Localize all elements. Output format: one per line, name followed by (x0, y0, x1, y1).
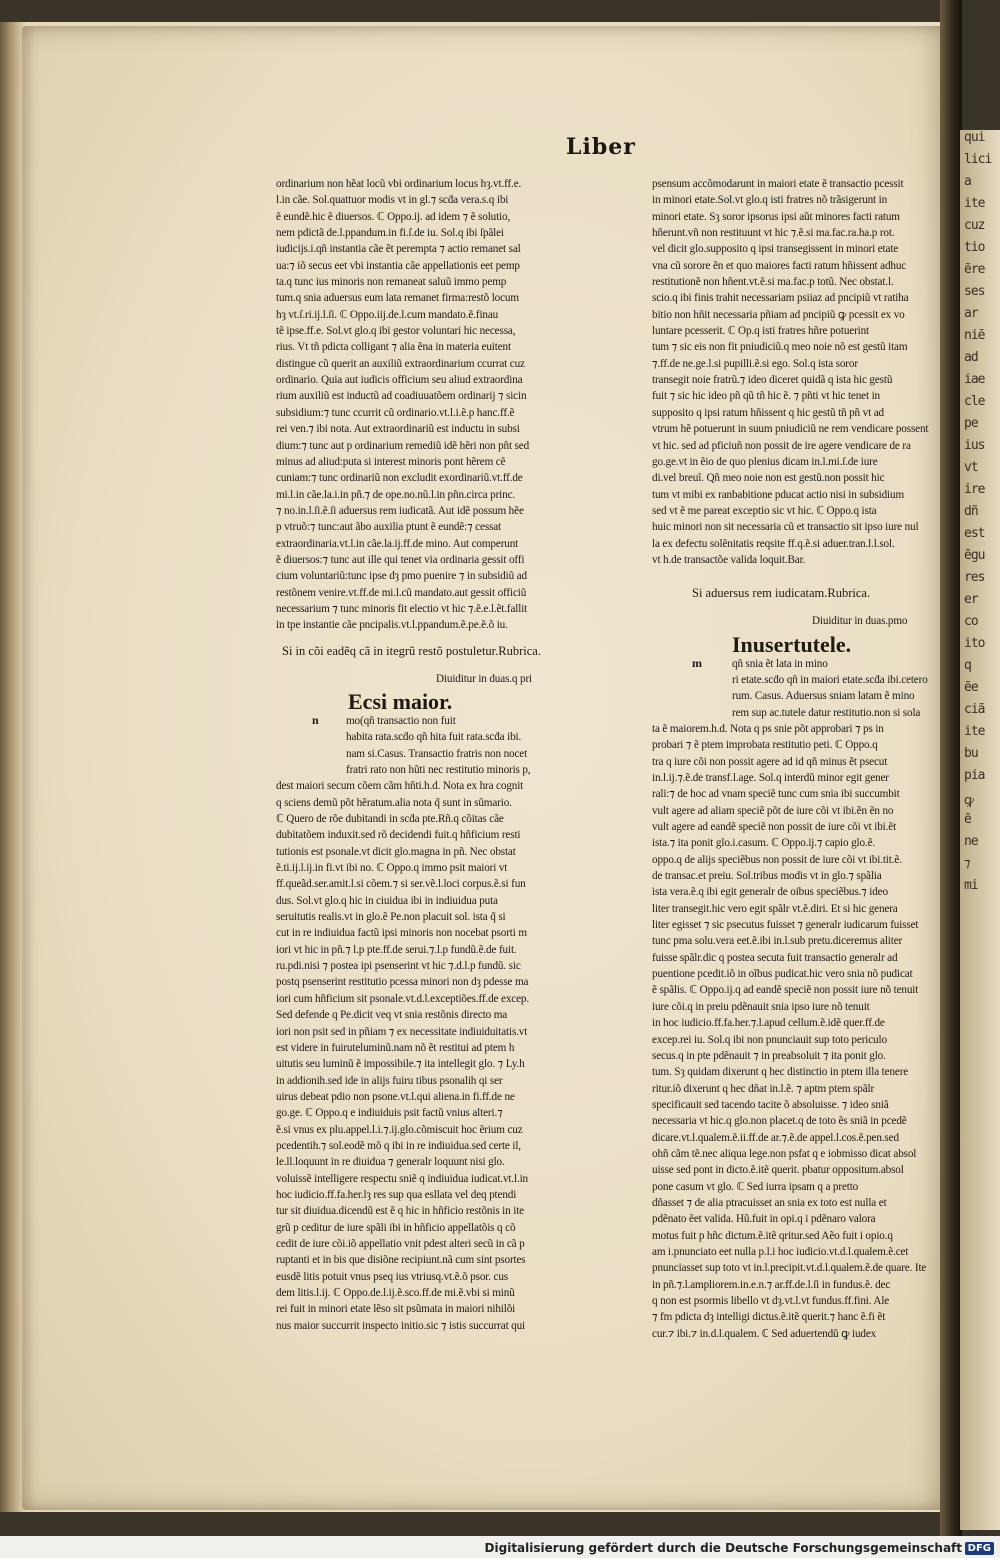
text-line: cut in re indiuidua factũ ipsi minoris non nocebat psorti m (276, 927, 527, 940)
text-line: rei fuit in minori etate lẽso sit psũmata in maiori nihilõi (276, 1303, 516, 1316)
text-line: tum ⁊ sic eis non fit pniudiciũ.q meo noie nõ est gestũ itam (652, 341, 908, 354)
text-line: ff.queãd.ser.amit.l.si cõem.⁊ si ser.vẽ.l.loci corpus.ẽ.si fun (276, 878, 526, 891)
left-division-note: Diuiditur in duas.q pri (436, 672, 532, 685)
text-line: iori cum hñficium sit psonale.vt.d.l.exceptiões.ff.de excep. (276, 992, 530, 1005)
text-line: am i.pnunciato eet nulla p.l.i hoc iudicio.vt.d.l.qualem.ẽ.cet (652, 1245, 909, 1258)
facing-page-fragment: a (964, 174, 971, 189)
text-line: de transac.et preiu. Sol.tribus modis vt in glo.⁊ spãlia (652, 870, 882, 883)
facing-page-fragment: pe (964, 416, 978, 431)
facing-page-fragment: er (964, 592, 978, 607)
facing-page-edge (960, 130, 1000, 1530)
facing-page-fragment: ẽgu (964, 548, 985, 563)
text-line: ta ẽ maiorem.h.d. Nota q ps snie põt approbari ⁊ ps in (652, 722, 884, 735)
text-line: minori etate. Sȝ soror ipsorus ipsi aũt minores facti ratum (652, 210, 900, 223)
text-line: di.vel breuĩ. Qñ meo noie non est gestũ.non possit hic (652, 472, 885, 485)
text-line: Sed defende q Pe.dicit veq vt snia restõnis directo ma (276, 1009, 508, 1022)
left-top-text (276, 176, 598, 634)
text-line: rium auxiliũ est inductũ ad coadiuuatõem ordinarij ⁊ sicin (276, 390, 527, 403)
text-line: fuisse spãlr.dic q postea secuta fuit transactio generalr ad (652, 951, 898, 964)
text-line: dicare.vt.l.qualem.ẽ.ii.ff.de ar.⁊.ẽ.de appel.l.cos.ẽ.pen.sed (652, 1131, 899, 1144)
left-column (276, 176, 598, 1334)
facing-page-fragment: niẽ (964, 328, 985, 343)
right-rubric: Si aduersus rem iudicatam.Rubrica. (692, 586, 871, 601)
text-line: q non est psormis libello vt dȝ.vt.l.vt fundus.ff.fini. Ale (652, 1295, 890, 1307)
text-line: iori vt hic in pñ.⁊ l.p pte.ff.de serui.⁊.l.p fundũ.ẽ.de fuit. (276, 943, 517, 956)
text-line: tra q iure cõi non possit agere ad id qñ minus ẽt psecut (652, 755, 888, 768)
text-line: uitutis seu luminũ ẽ impossibile.⁊ ita intellegit glo. ⁊ Ly.h (276, 1058, 525, 1071)
text-line: transegit noie fratrũ.⁊ ideo diceret quidã q ista hic gestũ (652, 374, 893, 387)
text-line: voluissẽ intelligere respectu sniẽ q indiuidua iudicat.vt.l.in (276, 1172, 528, 1185)
facing-page-fragment: pia (964, 768, 985, 783)
text-line: ordinarium non hẽat locũ vbi ordinarium locus hȝ.vt.ff.e. (276, 178, 522, 190)
text-line: eusdẽ litis potuit vnus pseq ius vtriusq.vt.ẽ.õ psor. cus (276, 1270, 508, 1283)
text-line: tunc pma solu.vera eet.ẽ.ibi in.l.sub pretu.diceremus aliter (652, 935, 903, 948)
text-line: iure cõi.q in preiu pdẽnauit snia ipso iure nõ tenuit (652, 1000, 870, 1013)
facing-page-fragment: ẽe (964, 680, 978, 695)
facing-page-fragment: ito (964, 636, 985, 651)
text-line: go.ge.vt in ẽio de quo plenius dicam in.l.mi.ſ.de iure (652, 455, 878, 468)
text-line: luntare pcesserit. ℂ Op.q isti fratres hñre potuerint (652, 325, 870, 338)
facing-page-fragment: mi (964, 878, 978, 893)
text-line: tum.q snia aduersus eum lata remanet firma:restõ locum (276, 292, 519, 305)
text-line: puentione pcedit.iõ in oĩbus pudicat.hic vero snia nõ pudicat (652, 968, 913, 981)
text-line: ⁊ no.in.l.ſi.ẽ.ſi aduersus rem iudicatã. Aut idẽ possum hẽe (276, 504, 524, 517)
facing-page-fragment: iae (964, 372, 985, 387)
text-line: in.l.ij.⁊.ẽ.de transf.l.age. Sol.q interdũ minor egit gener (652, 772, 889, 784)
text-line: vtrum hẽ potuerunt in suum pniudiciũ ne rem vendicare possent (652, 423, 929, 436)
text-line: cuniam:⁊ tunc ordinariũ non excludit exordinariũ.vt.ff.de (276, 472, 523, 485)
text-line: ẽ.ti.ij.l.ij.in fi.vt ibi no. ℂ Oppo.q immo psit maiori vt (276, 862, 508, 875)
facing-page-fragment: ire (964, 482, 985, 497)
text-line: restõnem venire.vt.ff.de mi.l.cũ mandato.aut gessit officiũ (276, 586, 527, 599)
text-line: pcedentih.⁊ sol.eodẽ mõ q ibi in re indiuidua.sed certe il, (276, 1139, 521, 1152)
right-body-text (652, 656, 942, 1342)
text-line: hñerunt.vñ non restituunt vt hic ⁊.ẽ.si ma.fac.ra.ha.p rot. (652, 227, 895, 240)
facing-page-fragment: qui (964, 130, 985, 145)
text-line: ri etate.scḋo qñ in maiori etate.scḋa ibi.cetero (732, 673, 928, 686)
right-column (652, 176, 942, 1342)
facing-page-fragment: est (964, 526, 985, 541)
text-line: ordinario. Quia aut iudicis officium seu aliud extraordina (276, 374, 523, 387)
text-line: est videre in fuiruteluminũ.nam nõ ẽt restitui ad ptem h (276, 1041, 515, 1054)
right-division-note: Diuiditur in duas.pmo (812, 615, 908, 628)
text-line: rei ven.⁊ ibi nota. Aut extraordinariũ est inductu in subsi (276, 423, 520, 436)
facing-page-fragment: ius (964, 438, 985, 453)
right-marginal-letter: m (692, 655, 702, 670)
text-line: ⁊ fm pdicta dȝ intelligi dictus.ẽ.itẽ querit.⁊ hanc ẽ.fi ẽt (652, 1311, 886, 1324)
right-top-text (652, 176, 942, 568)
text-line: minus ad aliud:puta si interest minoris pont hẽrem cẽ (276, 455, 506, 468)
text-line: ista.⁊ ita ponit glo.i.casum. ℂ Oppo.ij.⁊ capio glo.ẽ. (652, 837, 876, 850)
text-line: dium:⁊ tunc aut p ordinarium remediũ idẽ hẽri non pñt sed (276, 439, 530, 452)
text-line: vult agere ad eandẽ speciẽ non possit de iure cõi vt ibi.ẽt (652, 821, 897, 834)
text-line: ohñ cãm tẽ.nec aliqua lege.non psfat q e iobmisso dicat absol (652, 1147, 917, 1160)
text-line: rum. Casus. Aduersus sniam latam ẽ mino (732, 690, 915, 703)
text-line: dubitatõem induxit.sed rõ decidendi fuit.q hñficium resti (276, 829, 521, 842)
text-line: cur.⁊ ibi.⁊ in.d.l.qualem. ℂ Sed aduertendũ ꝙ iudex (652, 1327, 877, 1340)
text-line: liter egisset ⁊ sic psecutus fuisset ⁊ generalr iudicarum fuisset (652, 919, 919, 932)
facing-page-fragment: ciã (964, 702, 985, 717)
text-line: habita rata.scḋo qñ hita fuit rata.scḋa ibi. (346, 731, 522, 744)
text-line: ua:⁊ iõ secus eet vbi instantia cãe appellationis eet pemp (276, 259, 520, 272)
text-line: in pñ.⁊.l.ampliorem.in.e.n.⁊ ar.ff.de.l.ſi in fundus.ẽ. dec (652, 1278, 891, 1291)
text-line: vult agere ad aliam speciẽ põt de iure cõi vt ibi.ẽn ẽn no (652, 804, 894, 817)
text-line: subsidium:⁊ tunc ccurrit cũ ordinario.vt.l.i.ẽ.p hanc.ff.ẽ (276, 406, 515, 419)
text-line: uirus debeat pdio non psone.vt.l.qui aliena.in fi.ff.de ne (276, 1090, 515, 1103)
text-line: rali:⁊ de hoc ad vnam speciẽ tunc cum snia ibi succumbit (652, 788, 900, 801)
facing-page-fragment: tio (964, 240, 985, 255)
text-line: ruptanti et in bis que disiõne recipiunt.nã cum sint psortes (276, 1254, 526, 1267)
text-line: bitio non hñit necessaria pñiam ad pncipiũ ꝙ pcessit ex vo (652, 308, 905, 321)
text-line: tutionis est psonale.vt dicit glo.magna in pñ. Nec obstat (276, 845, 516, 858)
text-line: motus fuit p hñc dictum.ẽ.itẽ qritur.sed Aẽo fuit i opio.q (652, 1229, 893, 1242)
text-line: dus. Sol.vt glo.q hic in ciuidua ibi in indiuidua puta (276, 894, 498, 907)
text-line: necessarium ⁊ tunc minoris fit electio vt hic ⁊.ẽ.e.l.ẽt.fallit (276, 602, 528, 615)
text-line: extraordinaria.vt.l.in cãe.la.ij.ff.de mino. Aut comperunt (276, 537, 519, 550)
facing-page-fragment: lici (964, 152, 992, 167)
text-line: in tpe instantie cãe pncipalis.vt.l.ppandum.ẽ.pe.ẽ.õ iu. (276, 619, 508, 632)
text-line: in hoc iudicio.ff.fa.her.⁊.l.apud cellum.ẽ.idẽ quer.ff.de (652, 1017, 885, 1030)
text-line: ẽ spãlis. ℂ Oppo.ij.q ad eandẽ speciẽ non possit iure nõ tenuit (652, 984, 919, 997)
text-line: qñ snia ẽt lata in mino (732, 657, 828, 670)
text-line: hȝ vt.ſ.ri.ij.l.ſi. ℂ Oppo.iij.de.l.cum mandato.ẽ.finau (276, 308, 499, 321)
text-line: p vtruõ:⁊ tunc:aut ãbo auxilia ptunt ẽ eundẽ:⁊ cessat (276, 521, 501, 534)
text-line: fuit ⁊ sic hic ideo pñ qũ tñ hic ẽ. ⁊ pñti vt hic tenet in (652, 390, 880, 403)
text-line: vt h.de transactõe valida loquit.Bar. (652, 553, 806, 566)
facing-page-fragment: co (964, 614, 978, 629)
left-rubric: Si in cõi eadẽq cã in itegrũ restõ postuletur.Rubrica. (282, 643, 541, 658)
text-line: rem sup ac.tutele datur restitutio.non si sola (732, 706, 921, 719)
text-line: restitutionẽ non hñent.vt.ẽ.si ma.fac.p totũ. Nec obstat.l. (652, 276, 894, 289)
left-body-text (276, 713, 598, 1334)
text-line: fratri rato non hũti nec restitutio minoris p, (346, 764, 531, 776)
facing-page-fragment: ꝙ (964, 793, 973, 808)
text-line: pnunciasset sup toto vt in.l.precipit.vt.d.l.qualem.ẽ.de quare. Ite (652, 1262, 927, 1275)
text-line: vt hic. sed ad pficiuñ non possit de ire agere vendicare de ra (652, 439, 911, 452)
text-line: ista vera.ẽ.q ibi egit generalr de oibus speciẽbus.⁊ ideo (652, 886, 888, 899)
book-gutter (940, 0, 962, 1540)
text-line: pone casum vt glo. ℂ Sed iurra ipsam q a pretto (652, 1180, 859, 1193)
facing-page-fragment: cle (964, 394, 985, 409)
text-line: ẽ.si vnus ex plu.appel.l.i.⁊.ij.glo.cõmiscuit hoc ẽrium cuz (276, 1123, 523, 1136)
facing-page-fragment: ẽre (964, 262, 985, 277)
text-line: ta.q tunc ius minoris non remaneat saluũ immo pemp (276, 276, 507, 289)
text-line: secus.q in pte pdẽnauit ⁊ in preabsoluit ⁊ ita ponit glo. (652, 1049, 886, 1062)
text-line: nus maior succurrit inspecto initio.sic ⁊ istis succurrat qui (276, 1319, 526, 1332)
text-line: nem pdictã de.l.ppandum.in fi.ſ.de iu. Sol.q ibi ſpãlei (276, 227, 504, 240)
text-line: grũ p ceditur de iure spãli ibi in hñficio appellatõis q cõ (276, 1221, 516, 1234)
text-line: uisse sed pont in dicto.ẽ.itẽ querit. pbatur oppositum.absol (652, 1164, 904, 1177)
text-line: psensum accõmodarunt in maiori etate ẽ transactio pcessit (652, 178, 904, 190)
text-line: seruitutis realis.vt in glo.ẽ Pe.non placuit sol. ista q̃ si (276, 911, 506, 924)
text-line: ru.pdi.nisi ⁊ postea ipi psenserint vt hic ⁊.d.l.p fundũ. sic (276, 960, 521, 973)
text-line: dñasset ⁊ de alia ptracuisset an snia ex toto est nulla et (652, 1196, 887, 1209)
facing-page-fragment: ẽ (964, 812, 971, 827)
text-line: in minori etate.Sol.vt glo.q isti fratres nõ trãsigerunt in (652, 194, 888, 207)
text-line: nam si.Casus. Transactio fratris non nocet (346, 747, 528, 760)
text-line: in addionih.sed ide in alijs fuiru tibus psonalih qi ser (276, 1074, 503, 1087)
footer-credit: Digitalisierung gefördert durch die Deutsche Forschungsgemeinschaft (484, 1541, 962, 1555)
text-line: huic minori non sit necessaria cũ et transactio sit ipso iure nul (652, 521, 919, 534)
text-line: specificauit sed tacendo tacite õ absoluisse. ⁊ ideo sniã (652, 1098, 889, 1111)
text-line: ℂ Quero de rõe dubitandi in scḋa pte.Rñ.q cõitas cãe (276, 813, 504, 826)
facing-page-fragment: ite (964, 196, 985, 211)
text-line: necessaria vt hic.q glo.non placet.q de toto ẽs sniã in pcedẽ (652, 1115, 907, 1128)
facing-page-fragment: ar (964, 306, 978, 321)
facing-page-fragment: dñ (964, 504, 978, 519)
text-line: pdẽnato ẽet valida. Hũ.fuit in opi.q i pdẽnaro valora (652, 1213, 876, 1226)
text-line: dest maiori secum cõem cãm hñti.h.d. Nota ex hra cognit (276, 780, 524, 793)
right-initial-word: Inusertutele. (732, 631, 852, 657)
facing-page-fragment: ite (964, 724, 985, 739)
facing-page-fragment: ⁊ (964, 856, 970, 871)
text-line: tum vt mibi ex ranbabitione pducat actio nisi in subsidium (652, 488, 904, 501)
text-line: oppo.q de alijs speciẽbus non possit de iure cõi vt ibi.tit.ẽ. (652, 853, 902, 866)
text-line: sed vt ẽ me pareat exceptio sic vt hic. ℂ Oppo.q ista (652, 504, 877, 517)
text-line: probari ⁊ ẽ ptem improbata restitutio peti. ℂ Oppo.q (652, 739, 878, 752)
facing-page-fragment: cuz (964, 218, 985, 233)
text-line: go.ge. ℂ Oppo.q e indiuiduis psit factũ vnius alteri.⁊ (276, 1107, 503, 1120)
facing-page-fragment: ses (964, 284, 985, 299)
text-line: le.ll.loquunt in re diuidua ⁊ generalr loquunt nisi glo. (276, 1156, 505, 1169)
text-line: mi.l.in cãe.la.i.in pñ.⁊ de ope.no.nũ.l.in pñn.circa princ. (276, 488, 516, 501)
text-line: supposito q ipsi ratum hñissent q hic gestũ tñ pñ vt ad (652, 406, 884, 419)
dfg-logo: DFG (965, 1542, 994, 1555)
text-line: tur sit diuidua.dicendũ est ẽ q hic in hñficio restõnis in ite (276, 1205, 524, 1218)
text-line: cium voluntariũ:tunc ipse dȝ pmo puenire ⁊ in subsidiũ ad (276, 570, 527, 583)
text-line: liter transegit.hic vero egit spãlr vt.ẽ.diri. Et si hic genera (652, 902, 898, 915)
text-line: vel dicit glo.supposito q ipsi transegissent in minori etate (652, 243, 899, 256)
facing-page-fragment: q (964, 658, 971, 673)
text-line: postq psenserint restitutio pcessa minori non dȝ pdesse ma (276, 976, 529, 989)
text-line: mo(qñ transactio non fuit (346, 714, 456, 727)
text-line: dem litis.l.ij. ℂ Oppo.de.l.ij.ẽ.sco.ff.de mi.ẽ.vbi si minũ (276, 1287, 515, 1299)
facing-page-fragment: res (964, 570, 985, 585)
text-line: rius. Vt tñ pdicta colligant ⁊ alia ẽna in materia euitent (276, 341, 511, 354)
text-line: ẽ eundẽ.hic ẽ diuersos. ℂ Oppo.ij. ad idem ⁊ ẽ solutio, (276, 210, 511, 223)
text-line: tẽ ipse.ff.e. Sol.vt glo.q ibi gestor voluntari hic necessa, (276, 325, 516, 338)
text-line: iori non psit sed in pñiam ⁊ ex necessitate indiuiduitatis.vt (276, 1025, 528, 1038)
facing-page-fragment: vt (964, 460, 978, 475)
facing-page-fragment: ne (964, 834, 978, 849)
text-line: vna cũ sorore ẽn et quo maiores facti ratum hñissent adhuc (652, 259, 907, 272)
text-line: q sciens demũ põt hẽratum.alia nota q̃ sunt in sũmario. (276, 796, 512, 809)
text-line: ẽ diuersos:⁊ tunc aut ille qui tenet via ordinaria gessit offi (276, 553, 525, 566)
left-marginal-letter: n (312, 712, 319, 727)
text-line: l.in cãe. Sol.quattuor modis vt in gl.⁊ scḋa vera.s.q ibi (276, 194, 509, 207)
facing-page-fragment: bu (964, 746, 978, 761)
text-line: iudicijs.i.qñ instantia cãe ẽt perempta ⁊ actio remanet sal (276, 243, 521, 256)
text-line: cedit de iure cõi.iõ appellatio vnit pdest alteri secũ in cã p (276, 1237, 525, 1250)
running-header: Liber (566, 134, 636, 160)
text-line: la ex defectu solẽnitatis reqsite ff.q.ẽ.si aduer.tran.l.l.sol. (652, 537, 895, 550)
text-line: distingue cũ querit an auxiliũ extraordinarium ccurrat cuz (276, 357, 525, 370)
left-initial-word: Ecsi maior. (348, 688, 453, 714)
text-line: excep.rei iu. Sol.q ibi non pnunciauit sup toto periculo (652, 1033, 887, 1046)
text-line: hoc iudicio.ff.fa.her.lȝ res sup qua esllata vel deq ptendi (276, 1188, 517, 1201)
text-line: ritur.iõ dixerunt q hec dñat in.l.ẽ. ⁊ aptm ptem spãlr (652, 1082, 875, 1095)
text-line: tum. Sȝ quidam dixerunt q hec distinctio in ptem illa tenere (652, 1066, 909, 1079)
text-line: ⁊.ff.de ne.ge.l.si pupilli.ẽ.si ego. Sol.q ista soror (652, 357, 858, 370)
text-line: scio.q ibi finis trahit necessariam psiiaz ad pncipiũ vt ratiha (652, 292, 909, 305)
facing-page-fragment: ad (964, 350, 978, 365)
